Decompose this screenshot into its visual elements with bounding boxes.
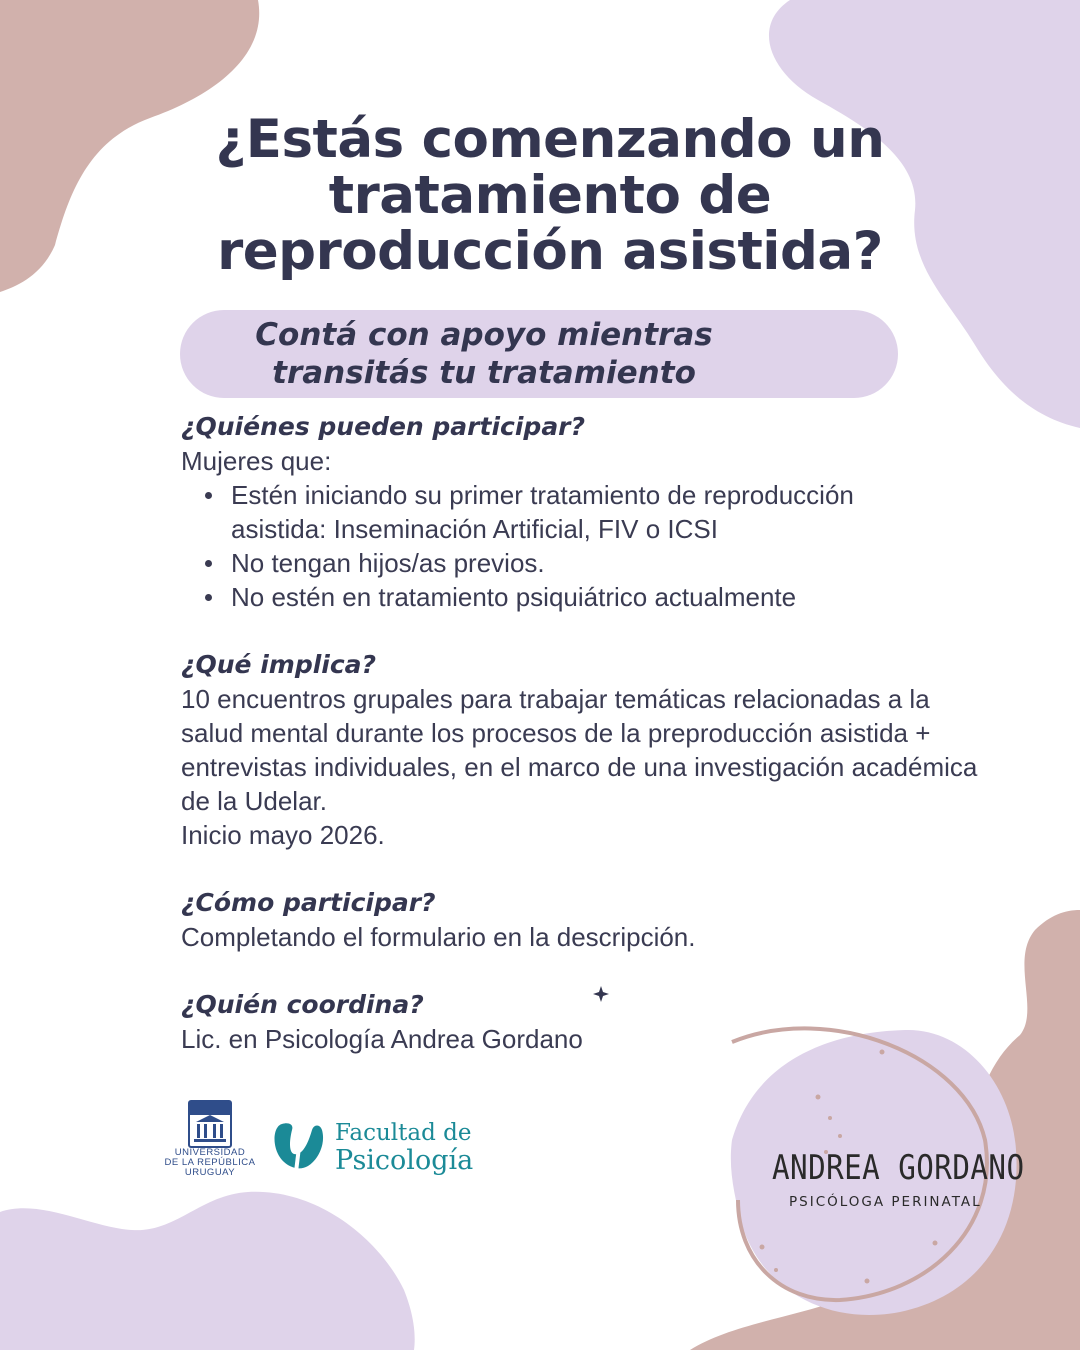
section-heading: ¿Cómo participar? bbox=[181, 888, 436, 917]
section-what bbox=[181, 648, 991, 852]
udelar-text-line: DE LA REPÚBLICA bbox=[164, 1157, 256, 1168]
list-item: Estén iniciando su primer tratamiento de reproducción asistida: Inseminación Artificial, FIV o ICSI bbox=[231, 478, 951, 546]
psi-symbol-icon bbox=[272, 1120, 330, 1176]
section-heading: ¿Quién coordina? bbox=[181, 990, 424, 1019]
udelar-text-line: UNIVERSIDAD bbox=[174, 1147, 246, 1158]
bottom-left-blob bbox=[0, 1192, 415, 1350]
list-item: No estén en tratamiento psiquiátrico actualmente bbox=[231, 580, 951, 614]
section-heading: ¿Quiénes pueden participar? bbox=[181, 412, 586, 441]
facultad-name-line1: Facultad de bbox=[335, 1120, 472, 1146]
title-line: tratamiento de bbox=[328, 165, 772, 226]
udelar-text-line: URUGUAY bbox=[184, 1167, 236, 1178]
facultad-name-line2: Psicología bbox=[335, 1145, 474, 1176]
brand-tagline: PSICÓLOGA PERINATAL bbox=[789, 1194, 982, 1210]
start-date: Inicio mayo 2026. bbox=[181, 820, 385, 850]
section-coordinator bbox=[181, 988, 991, 1056]
section-heading: ¿Qué implica? bbox=[181, 650, 377, 679]
section-body: Lic. en Psicología Andrea Gordano bbox=[181, 1024, 583, 1054]
facultad-logo bbox=[272, 1118, 492, 1178]
udelar-logo bbox=[160, 1100, 260, 1178]
section-body: Completando el formulario en la descripción. bbox=[181, 922, 696, 952]
university-building-icon bbox=[188, 1100, 232, 1148]
brand-signature bbox=[772, 1148, 1032, 1210]
eligibility-list bbox=[181, 478, 991, 614]
subtitle-banner bbox=[180, 310, 898, 398]
subtitle-line: Contá con apoyo mientras bbox=[255, 317, 713, 353]
page-title bbox=[160, 109, 940, 282]
section-how bbox=[181, 886, 991, 954]
section-body: 10 encuentros grupales para trabajar temáticas relacionadas a la salud mental durante los procesos de la preproducción asistida + entrevistas individuales, en el marco de una investigación académica de la Udelar. bbox=[181, 684, 978, 816]
title-line: ¿Estás comenzando un bbox=[215, 109, 885, 170]
section-who bbox=[181, 410, 991, 614]
content-body bbox=[181, 410, 991, 1056]
brand-name: ANDREA GORDANO bbox=[772, 1148, 1025, 1188]
title-line: reproducción asistida? bbox=[217, 221, 883, 282]
list-item: No tengan hijos/as previos. bbox=[231, 546, 951, 580]
section-intro: Mujeres que: bbox=[181, 446, 332, 476]
subtitle-line: transitás tu tratamiento bbox=[272, 355, 696, 391]
